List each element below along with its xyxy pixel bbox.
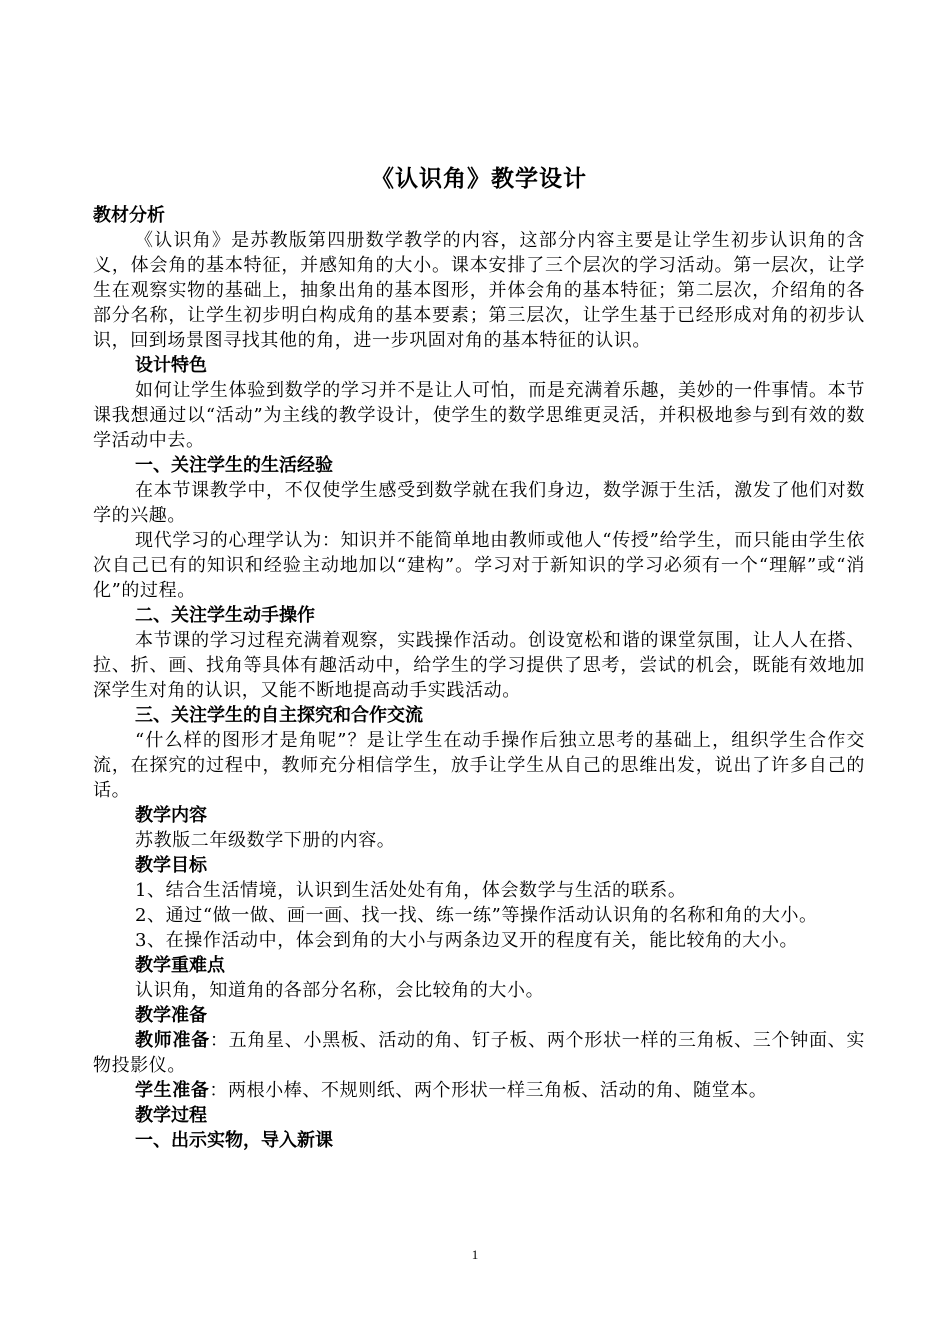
body-paragraph: 1、结合生活情境，认识到生活处处有角，体会数学与生活的联系。: [135, 880, 687, 901]
body-paragraph: 3、在操作活动中，体会到角的大小与两条边叉开的程度有关，能比较角的大小。: [135, 930, 799, 951]
section-heading: 教材分析: [93, 205, 165, 226]
preparation-paragraph: [93, 1078, 865, 1103]
body-paragraph: 现代学习的心理学认为：知识并不能简单地由教师或他人“传授”给学生，而只能由学生依次自己已有的知识和经验主动地加以“建构”。学习对于新知识的学习必须有一个“理解”或“消化”的过程。: [93, 530, 865, 601]
preparation-text: ：五角星、小黑板、活动的角、钉子板、两个形状一样的三角板、三个钟面、实物投影仪。: [93, 1030, 865, 1076]
section-heading: 一、出示实物，导入新课: [135, 1130, 333, 1151]
document-page: [93, 160, 865, 1153]
body-paragraph: 苏教版二年级数学下册的内容。: [135, 830, 396, 851]
document-body: [93, 203, 865, 1153]
preparation-text: ：两根小棒、不规则纸、两个形状一样三角板、活动的角、随堂本。: [209, 1080, 768, 1101]
body-paragraph: “什么样的图形才是角呢”？是让学生在动手操作后独立思考的基础上，组织学生合作交流，在探究的过程中，教师充分相信学生，放手让学生从自己的思维出发，说出了许多自己的话。: [93, 730, 865, 801]
document-title: 《认识角》教学设计: [371, 166, 587, 192]
section-heading: 设计特色: [135, 355, 207, 376]
section-heading: 教学目标: [135, 855, 207, 876]
page-number: 1: [471, 1247, 479, 1262]
section-heading: 三、关注学生的自主探究和合作交流: [135, 705, 423, 726]
section-heading: 一、关注学生的生活经验: [135, 455, 333, 476]
preparation-label: 教师准备: [135, 1030, 210, 1051]
section-heading: 教学准备: [135, 1005, 207, 1026]
body-paragraph: 在本节课教学中，不仅使学生感受到数学就在我们身边，数学源于生活，激发了他们对数学的兴趣。: [93, 480, 865, 526]
body-paragraph: 《认识角》是苏教版第四册数学教学的内容，这部分内容主要是让学生初步认识角的含义，体会角的基本特征，并感知角的大小。课本安排了三个层次的学习活动。第一层次，让学生在观察实物的基础上，抽象出角的基本图形，并体会角的基本特征；第二层次，介绍角的各部分名称，让学生初步明白构成角的基本要素；第三层次，让学生基于已经形成对角的初步认识，回到场景图寻找其他的角，进一步巩固对角的基本特征的认识。: [93, 230, 865, 351]
section-heading: 二、关注学生动手操作: [135, 605, 315, 626]
preparation-label: 学生准备: [135, 1080, 210, 1101]
section-heading: 教学重难点: [135, 955, 225, 976]
body-paragraph: 认识角，知道角的各部分名称，会比较角的大小。: [135, 980, 545, 1001]
section-heading: 教学内容: [135, 805, 207, 826]
preparation-paragraph: [93, 1028, 865, 1078]
section-heading: 教学过程: [135, 1105, 207, 1126]
body-paragraph: 如何让学生体验到数学的学习并不是让人可怕，而是充满着乐趣，美妙的一件事情。本节课我想通过以“活动”为主线的教学设计，使学生的数学思维更灵活，并积极地参与到有效的数学活动中去。: [93, 380, 865, 451]
body-paragraph: 2、通过“做一做、画一画、找一找、练一练”等操作活动认识角的名称和角的大小。: [135, 905, 818, 926]
body-paragraph: 本节课的学习过程充满着观察，实践操作活动。创设宽松和谐的课堂氛围，让人人在搭、拉、折、画、找角等具体有趣活动中，给学生的学习提供了思考，尝试的机会，既能有效地加深学生对角的认识，又能不断地提高动手实践活动。: [93, 630, 865, 701]
